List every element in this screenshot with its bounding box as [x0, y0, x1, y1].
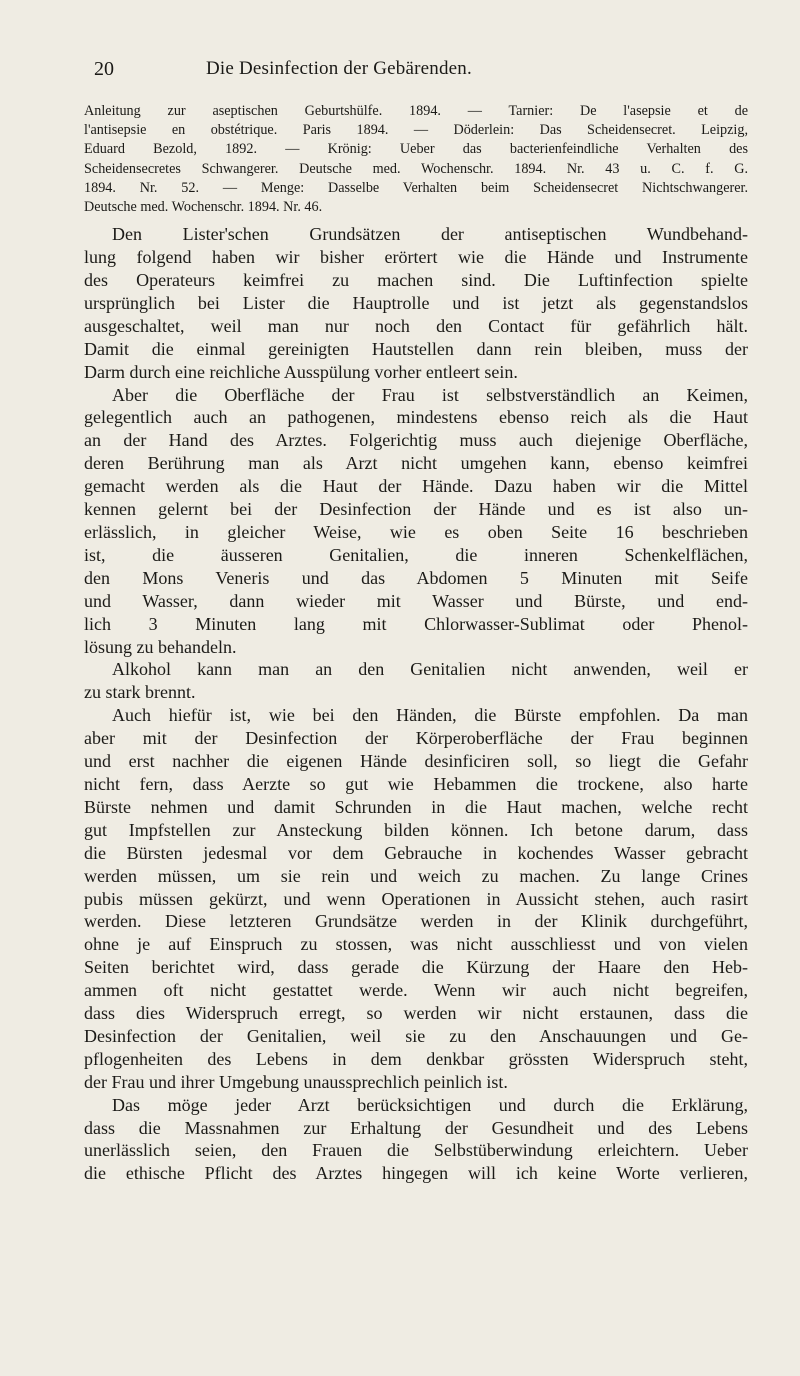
reference-line: Scheidensecretes Schwangerer. Deutsche med. Wochenschr. 1894. Nr. 43 u. C. f. G.: [84, 160, 748, 177]
text-line: und erst nachher die eigenen Hände desinficiren soll, so liegt die Gefahr: [84, 751, 748, 772]
text-line: zu stark brennt.: [84, 682, 196, 703]
text-line: der Frau und ihrer Umgebung unaussprechlich peinlich ist.: [84, 1071, 508, 1092]
text-line: werden. Diese letzteren Grundsätze werden in der Klinik durchgeführt,: [84, 911, 748, 932]
running-title: Die Desinfection der Gebärenden.: [206, 58, 472, 79]
text-line: Desinfection der Genitalien, weil sie zu den Anschauungen und Ge-: [84, 1025, 748, 1046]
reference-line: 1894. Nr. 52. — Menge: Dasselbe Verhalten beim Scheidensecret Nichtschwangerer.: [84, 179, 748, 196]
text-line: des Operateurs keimfrei zu machen sind. Die Luftinfection spielte: [84, 270, 748, 291]
text-line: an der Hand des Arztes. Folgerichtig muss auch diejenige Oberfläche,: [84, 430, 748, 451]
reference-line: Anleitung zur aseptischen Geburtshülfe. 1894. — Tarnier: De l'asepsie et de: [84, 103, 748, 119]
text-line: gemacht werden als die Haut der Hände. Dazu haben wir die Mittel: [84, 476, 748, 497]
reference-list: [84, 102, 748, 217]
text-line: lösung zu behandeln.: [84, 636, 237, 657]
page-header: [84, 56, 748, 86]
text-line: Auch hiefür ist, wie bei den Händen, die Bürste empfohlen. Da man: [112, 705, 748, 726]
text-line: Damit die einmal gereinigten Hautstellen dann rein bleiben, muss der: [84, 338, 748, 359]
text-line: die Bürsten jedesmal vor dem Gebrauche in kochendes Wasser gebracht: [84, 842, 748, 863]
text-line: pubis müssen gekürzt, und wenn Operationen in Aussicht stehen, auch rasirt: [84, 888, 748, 909]
text-line: ausgeschaltet, weil man nur noch den Contact für gefährlich hält.: [84, 315, 748, 336]
text-line: ist, die äusseren Genitalien, die inneren Schenkelflächen,: [84, 544, 748, 565]
text-line: pflogenheiten des Lebens in dem denkbar grössten Widerspruch steht,: [84, 1048, 748, 1069]
text-line: dass die Massnahmen zur Erhaltung der Gesundheit und des Lebens: [84, 1117, 748, 1138]
text-line: ammen oft nicht gestattet werde. Wenn wir auch nicht begreifen,: [84, 980, 748, 1001]
text-line: dass dies Widerspruch erregt, so werden wir nicht erstaunen, dass die: [84, 1003, 748, 1024]
text-line: Seiten berichtet wird, dass gerade die Kürzung der Haare den Heb-: [84, 957, 748, 978]
reference-line: Eduard Bezold, 1892. — Krönig: Ueber das bacterienfeindliche Verhalten des: [84, 141, 748, 158]
reference-line: l'antisepsie en obstétrique. Paris 1894. — Döderlein: Das Scheidensecret. Leipzig,: [84, 122, 748, 139]
text-line: werden müssen, um sie rein und weich zu machen. Zu lange Crines: [84, 865, 748, 886]
body-text: [84, 223, 748, 1185]
text-line: lung folgend haben wir bisher erörtert wie die Hände und Instrumente: [84, 247, 748, 268]
text-line: lich 3 Minuten lang mit Chlorwasser-Sublimat oder Phenol-: [84, 613, 748, 634]
text-line: und Wasser, dann wieder mit Wasser und Bürste, und end-: [84, 590, 748, 611]
text-line: den Mons Veneris und das Abdomen 5 Minuten mit Seife: [84, 567, 748, 588]
page-number: 20: [94, 58, 114, 80]
text-line: gelegentlich auch an pathogenen, mindestens ebenso reich als die Haut: [84, 407, 748, 428]
text-line: Darm durch eine reichliche Ausspülung vorher entleert sein.: [84, 361, 518, 382]
text-line: ohne je auf Einspruch zu stossen, was nicht ausschliesst und von vielen: [84, 934, 748, 955]
reference-line: Deutsche med. Wochenschr. 1894. Nr. 46.: [84, 199, 323, 216]
text-line: ursprünglich bei Lister die Hauptrolle und ist jetzt als gegenstandslos: [84, 292, 748, 313]
book-page: [84, 56, 748, 1185]
text-line: die ethische Pflicht des Arztes hingegen will ich keine Worte verlieren,: [84, 1163, 748, 1184]
text-line: gut Impfstellen zur Ansteckung bilden können. Ich betone darum, dass: [84, 819, 748, 840]
text-line: deren Berührung man als Arzt nicht umgehen kann, ebenso keimfrei: [84, 453, 748, 474]
text-line: erlässlich, in gleicher Weise, wie es oben Seite 16 beschrieben: [84, 522, 748, 542]
text-line: Den Lister'schen Grundsätzen der antiseptischen Wundbehand-: [112, 224, 748, 245]
text-line: nicht fern, dass Aerzte so gut wie Hebammen die trockene, also harte: [84, 773, 748, 794]
text-line: Das möge jeder Arzt berücksichtigen und durch die Erklärung,: [112, 1094, 748, 1115]
text-line: Bürste nehmen und damit Schrunden in die Haut machen, welche recht: [84, 796, 748, 817]
text-line: Alkohol kann man an den Genitalien nicht anwenden, weil er: [112, 659, 748, 680]
text-line: kennen gelernt bei der Desinfection der Hände und es ist also un-: [84, 499, 748, 520]
text-line: Aber die Oberfläche der Frau ist selbstverständlich an Keimen,: [112, 384, 748, 405]
text-line: unerlässlich seien, den Frauen die Selbstüberwindung erleichtern. Ueber: [84, 1140, 748, 1161]
text-line: aber mit der Desinfection der Körperoberfläche der Frau beginnen: [84, 728, 748, 749]
